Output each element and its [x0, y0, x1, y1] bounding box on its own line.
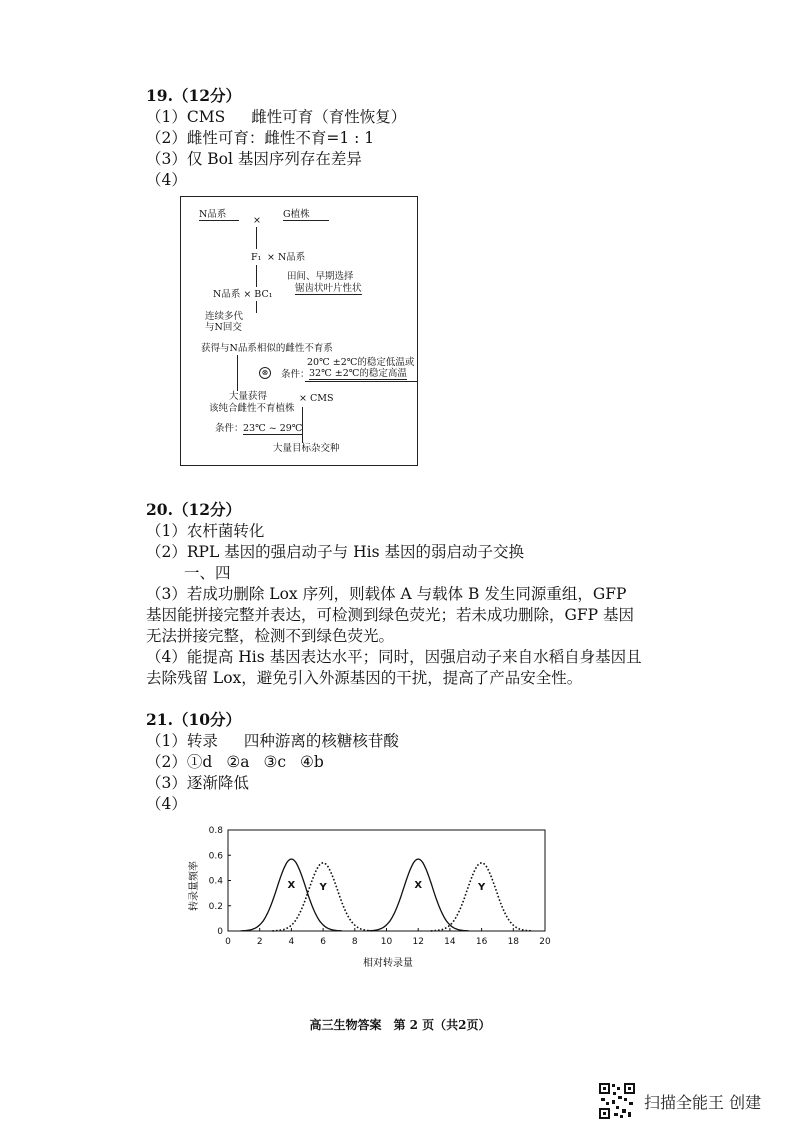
series-y-label: Y: [477, 882, 486, 894]
diagram-result: 大量目标杂交种: [273, 443, 340, 454]
diagram-g-plant: G植株: [283, 209, 329, 221]
q21-a2-prefix: （2）: [146, 753, 187, 771]
y-tick-label: 0.2: [208, 901, 223, 912]
diagram-select-2: 锯齿状叶片性状: [295, 283, 362, 294]
diagram-obtain: 获得与N品系相似的雌性不育系: [201, 343, 333, 354]
x-tick-label: 16: [475, 937, 488, 947]
q20-answer-2: （2）RPL 基因的强启动子与 His 基因的弱启动子交换: [146, 543, 524, 561]
breeding-diagram: [180, 196, 418, 466]
q21-a2-item: ③c: [263, 753, 287, 771]
q21-a2-item: ②a: [226, 753, 250, 771]
series-y-curve: [272, 863, 373, 931]
chart-x-axis-label: 相对转录量: [363, 958, 413, 969]
x-tick-label: 20: [539, 937, 551, 947]
y-tick-label: 0.6: [208, 851, 223, 862]
q21-a2-item: ①d: [186, 753, 213, 771]
diagram-f1: F₁: [251, 252, 262, 263]
chart-y-axis-label: 转录量频率: [189, 861, 200, 911]
x-tick-label: 8: [351, 937, 358, 947]
q19-a1-label: （1）CMS: [146, 108, 226, 126]
q19-header: 19.（12分）: [146, 86, 242, 105]
y-tick-label: 0.4: [208, 876, 223, 887]
q19-answer-3: （3）仅 Bol 基因序列存在差异: [146, 150, 362, 168]
diagram-cross-cms: × CMS: [299, 393, 334, 404]
x-tick-label: 12: [412, 937, 424, 947]
q19-answer-2: （2）雌性可育：雌性不育=1 : 1: [146, 129, 375, 147]
series-x-label: X: [414, 879, 423, 891]
q21-header: 21.（10分）: [146, 710, 242, 729]
chart-plot-area: [209, 826, 551, 947]
q21-answer-3: （3）逐渐降低: [146, 774, 249, 792]
x-tick-label: 0: [225, 937, 231, 947]
x-tick-label: 14: [444, 937, 456, 947]
diagram-continuous-2: 与N回交: [205, 322, 242, 333]
y-tick-label: 0.8: [208, 826, 223, 836]
x-tick-label: 18: [507, 937, 520, 947]
diagram-continuous-1: 连续多代: [205, 311, 244, 322]
q19-answer-1: [146, 107, 406, 127]
x-tick-label: 2: [256, 937, 263, 947]
series-x-label: X: [287, 879, 296, 891]
transcription-chart: [180, 818, 570, 973]
q20-answer-2b: 一、四: [184, 564, 231, 582]
diagram-select-1: 田间、早期选择: [287, 271, 354, 282]
q21-a1-label: （1）转录: [146, 732, 218, 750]
chart-frame: [228, 830, 545, 931]
diagram-mass-1: 大量获得: [229, 391, 268, 402]
diagram-arrow-2: [256, 265, 257, 287]
q21-a2-item: ④b: [300, 753, 324, 771]
series-x-curve: [241, 859, 342, 931]
q20-answer-4: （4）能提高 His 基因表达水平；同时，因强启动子来自水稻自身基因且去除残留 Lox，避免引入外源基因的干扰，提高了产品安全性。: [146, 648, 642, 687]
diagram-condition-prefix: 条件：: [281, 369, 310, 380]
selfing-symbol: ⊗: [259, 367, 271, 379]
diagram-arrow-3: [256, 301, 257, 313]
diagram-n-line: N品系: [199, 209, 239, 221]
diagram-condition-a: 20℃ ±2℃的稳定低温或: [307, 357, 415, 368]
x-tick-label: 6: [320, 937, 326, 947]
q21-answer-4: （4）: [146, 795, 187, 813]
q19-answer-4: （4）: [146, 171, 187, 189]
q20-answer-3: （3）若成功删除 Lox 序列，则载体 A 与载体 B 发生同源重组，GFP 基因能拼接完整并表达，可检测到绿色荧光；若未成功删除，GFP 基因无法拼接完整，检测不到绿色荧光。: [146, 585, 634, 645]
x-tick-label: 4: [288, 937, 295, 947]
diagram-cross-1: ×: [253, 215, 261, 226]
series-y-label: Y: [319, 882, 327, 894]
q21-answer-1: [146, 731, 399, 751]
diagram-mass-2: 该纯合雌性不育植株: [209, 403, 295, 414]
diagram-cond2: 23℃ ~ 29℃: [243, 423, 303, 434]
diagram-cond2-prefix: 条件：: [215, 423, 244, 434]
q20-header: 20.（12分）: [146, 500, 242, 519]
q19-a1-value: 雌性可育（育性恢复）: [251, 108, 407, 126]
diagram-cross-n: × N品系: [267, 252, 306, 263]
diagram-condition-b: 32℃ ±2℃的稳定高温: [309, 368, 407, 379]
diagram-n-bc1: N品系 × BC₁: [213, 289, 273, 300]
scanner-watermark: [598, 1082, 761, 1120]
watermark-text: 扫描全能王 创建: [644, 1092, 762, 1112]
diagram-arrow-1: [256, 227, 257, 249]
qr-code-icon: [598, 1082, 636, 1120]
diagram-underline: [305, 381, 417, 382]
q21-a1-value: 四种游离的核糖核苷酸: [243, 732, 399, 750]
q20-answer-1: （1）农杆菌转化: [146, 522, 265, 540]
y-tick-label: 0: [217, 927, 223, 937]
x-tick-label: 10: [380, 937, 393, 947]
page-footer: 高三生物答案 第 2 页（共2页）: [309, 1018, 491, 1032]
diagram-arrow-4: [237, 355, 238, 391]
q21-answer-2: [146, 752, 324, 772]
